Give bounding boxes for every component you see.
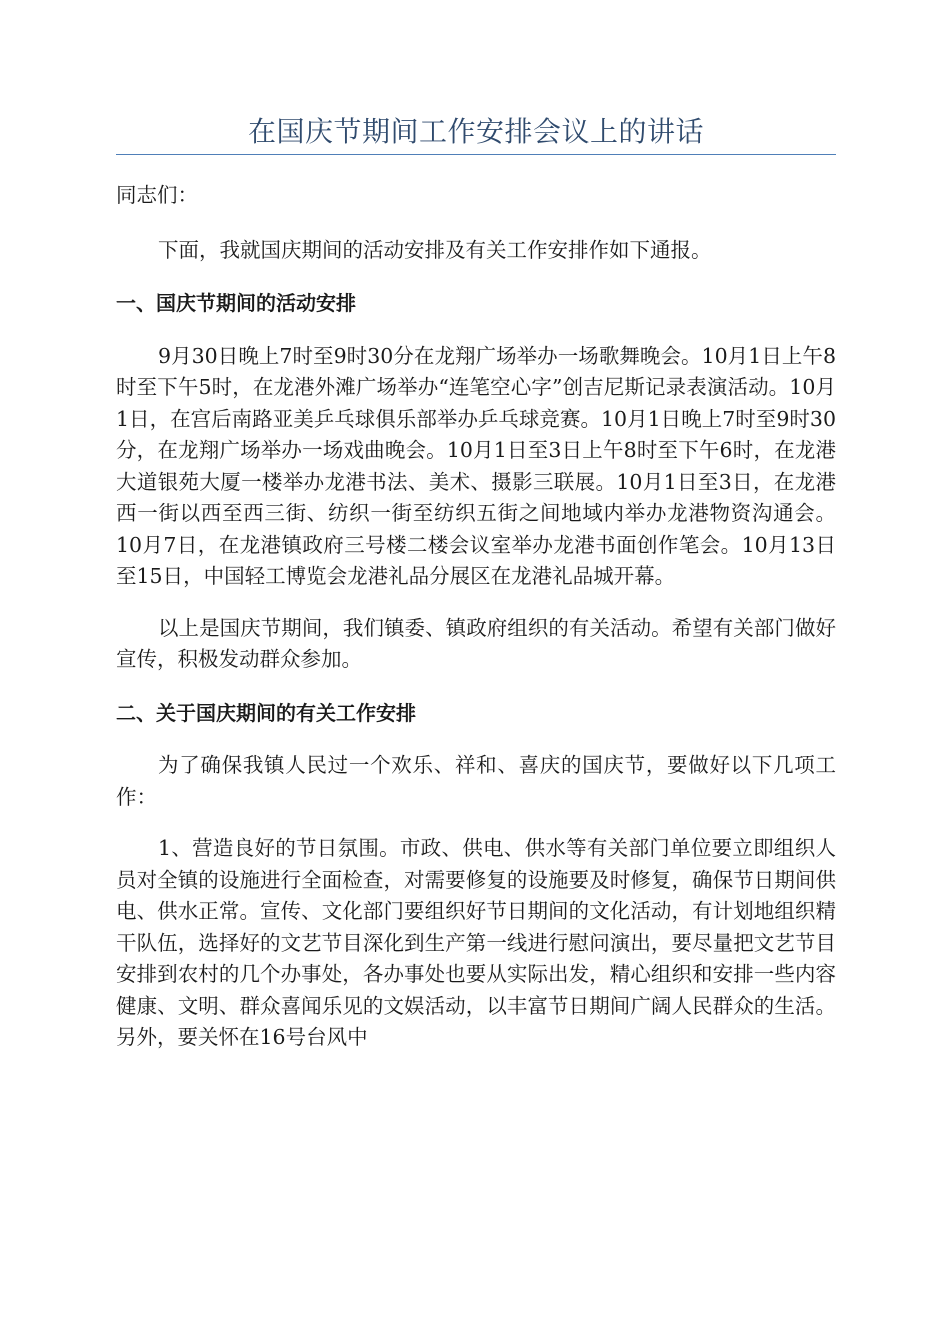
document-title: 在国庆节期间工作安排会议上的讲话 — [247, 115, 704, 148]
section1-paragraph-1: 9月30日晚上7时至9时30分在龙翔广场举办一场歌舞晚会。10月1日上午8时至下午5时，在龙港外滩广场举办“连笔空心字”创吉尼斯记录表演活动。10月1日，在宫后南路亚美乒乓球俱乐部举办乒乓球竞赛。10月1日晚上7时至9时30分，在龙翔广场举办一场戏曲晚会。10月1日至3日上午8时至下午6时，在龙港大道银苑大厦一楼举办龙港书法、美术、摄影三联展。10月1日至3日，在龙港西一街以西至西三街、纺织一街至纺织五街之间地域内举办龙港物资沟通会。10月7日，在龙港镇政府三号楼二楼会议室举办龙港书面创作笔会。10月13日至15日，中国轻工博览会龙港礼品分展区在龙港礼品城开幕。 — [116, 343, 836, 588]
section2-paragraph-2: 1、营造良好的节日氛围。市政、供电、供水等有关部门单位要立即组织人员对全镇的设施进行全面检查，对需要修复的设施要及时修复，确保节日期间供电、供水正常。宣传、文化部门要组织好节日期间的文化活动，有计划地组织精干队伍，选择好的文艺节目深化到生产第一线进行慰问演出，要尽量把文艺节目安排到农村的几个办事处，各办事处也要从实际出发，精心组织和安排一些内容健康、文明、群众喜闻乐见的文娱活动，以丰富节日期间广阔人民群众的生活。另外，要关怀在16号台风中 — [116, 836, 836, 1049]
document-page — [116, 112, 836, 1054]
intro-paragraph: 下面，我就国庆期间的活动安排及有关工作安排作如下通报。 — [158, 237, 712, 262]
salutation: 同志们： — [116, 183, 198, 207]
section-heading-1: 一、国庆节期间的活动安排 — [116, 291, 356, 315]
section-heading-2: 二、关于国庆期间的有关工作安排 — [116, 700, 416, 725]
section1-paragraph-2: 以上是国庆节期间，我们镇委、镇政府组织的有关活动。希望有关部门做好宣传，积极发动群众参加。 — [116, 615, 836, 671]
section2-paragraph-1: 为了确保我镇人民过一个欢乐、祥和、喜庆的国庆节，要做好以下几项工作： — [116, 753, 836, 809]
title-underline — [116, 154, 836, 155]
